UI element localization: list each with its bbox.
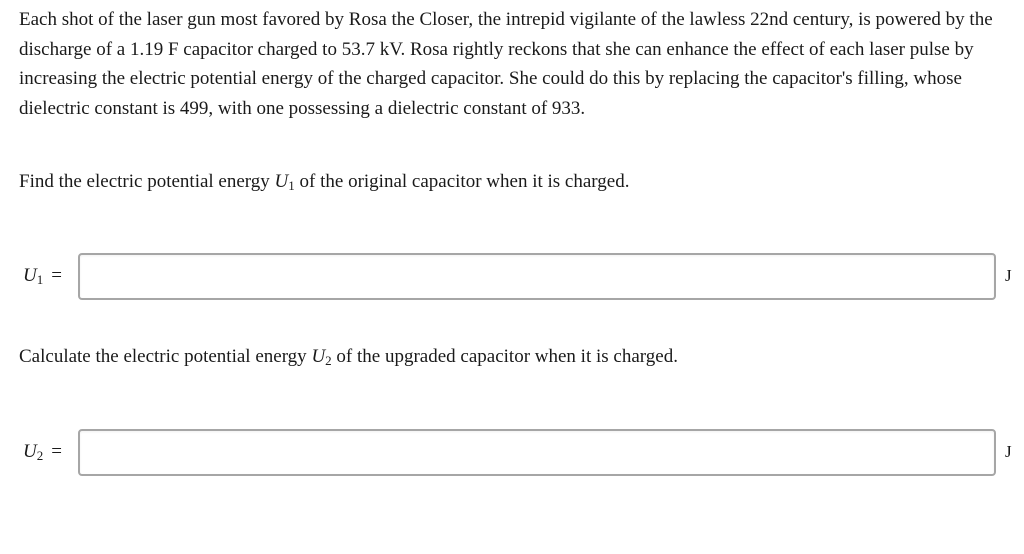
answer-2-input[interactable] — [78, 429, 996, 476]
answer-1-variable — [23, 265, 43, 286]
answer-1-variable-subscript: 1 — [36, 272, 44, 287]
answer-2-label — [23, 441, 62, 463]
answer-2-variable-subscript: 2 — [36, 448, 44, 463]
question-2-variable-letter: U — [311, 346, 326, 367]
question-1-text-before: Find the electric potential energy — [19, 171, 275, 192]
answer-1-unit: J — [1005, 266, 1012, 285]
answer-2-variable-letter: U — [23, 441, 37, 462]
answer-1-variable-letter: U — [23, 265, 37, 286]
answer-1-label — [23, 265, 62, 287]
answer-row-1 — [0, 253, 1024, 301]
problem-statement: Each shot of the laser gun most favored by Rosa the Closer, the intrepid vigilante of the lawless 22nd century, is powered by the discharge of a 1.19 F capacitor charged to 53.7 kV. Rosa rightly reckons that she can enhance the effect of each laser pulse by increasing the electric potential energy of the charged capacitor. She could do this by replacing the capacitor's filling, whose dielectric constant is 499, with one possessing a dielectric constant of 933. — [19, 9, 993, 119]
question-2-variable — [311, 346, 331, 367]
answer-2-variable — [23, 441, 43, 462]
answer-1-equals: = — [51, 265, 62, 286]
question-2-text-after: of the upgraded capacitor when it is charged. — [331, 346, 678, 367]
question-1-text-after: of the original capacitor when it is charged. — [294, 171, 630, 192]
answer-row-2 — [0, 429, 1024, 477]
answer-1-input[interactable] — [78, 253, 996, 300]
answer-2-equals: = — [51, 441, 62, 462]
question-1-variable — [275, 171, 295, 192]
question-2-prompt — [19, 345, 678, 369]
question-2-variable-subscript: 2 — [325, 353, 332, 368]
answer-2-unit: J — [1005, 442, 1012, 461]
question-1-prompt — [19, 170, 629, 194]
question-1-variable-letter: U — [274, 171, 289, 192]
question-2-text-before: Calculate the electric potential energy — [19, 346, 312, 367]
question-1-variable-subscript: 1 — [288, 178, 295, 193]
